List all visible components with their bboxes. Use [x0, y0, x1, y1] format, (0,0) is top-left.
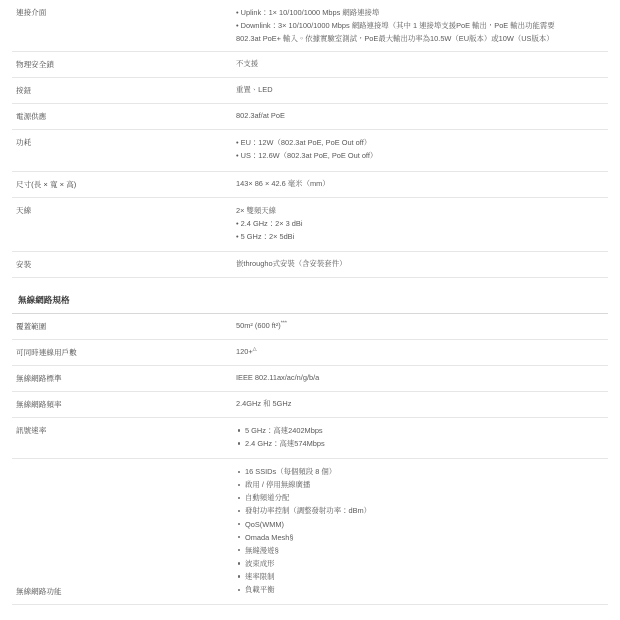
table-row	[12, 78, 608, 104]
table-row	[12, 417, 608, 458]
row-value-line: • US：12.6W（802.3at PoE, PoE Out off）	[236, 151, 378, 161]
table-row	[12, 171, 608, 197]
table-row	[12, 251, 608, 277]
list-item: 2.4 GHz：高速574Mbps	[236, 438, 602, 449]
list-item: 波束成形	[236, 558, 602, 569]
footnote-marker: ***	[280, 320, 287, 327]
row-label: 物理安全鎖	[12, 52, 232, 78]
row-value-line: • EU：12W（802.3at PoE, PoE Out off）	[236, 138, 372, 148]
row-value	[232, 417, 608, 458]
hardware-spec-table	[12, 0, 608, 278]
row-value-line: 802.3at PoE+ 輸入。依據實驗室測試，PoE最大輸出功率為10.5W（EU版本）或10W（US版本）	[236, 34, 554, 44]
row-value: 嵌througho式安裝（含安裝套件）	[232, 251, 608, 277]
table-row	[12, 0, 608, 52]
table-row	[12, 197, 608, 251]
row-value	[232, 130, 608, 171]
row-value	[232, 339, 608, 365]
bullet-list	[236, 466, 602, 595]
list-item: 5 GHz：高速2402Mbps	[236, 425, 602, 436]
table-row	[12, 459, 608, 605]
row-label: 可同時連線用戶數	[12, 339, 232, 365]
row-value: 不支援	[232, 52, 608, 78]
bullet-list	[236, 425, 602, 449]
row-label: 無線網路功能	[12, 459, 232, 605]
row-value: IEEE 802.11ax/ac/n/g/b/a	[232, 365, 608, 391]
table-row	[12, 52, 608, 78]
table-row	[12, 339, 608, 365]
list-item: 啟用 / 停用無線廣播	[236, 479, 602, 490]
table-row	[12, 365, 608, 391]
row-label: 天線	[12, 197, 232, 251]
section-title-wireless: 無線網路規格	[12, 278, 608, 314]
list-item: Omada Mesh§	[236, 532, 602, 543]
row-label: 尺寸(長 × 寬 × 高)	[12, 171, 232, 197]
row-value-text: 50m² (600 ft²)	[236, 320, 281, 330]
table-row	[12, 130, 608, 171]
row-label: 功耗	[12, 130, 232, 171]
row-value	[232, 0, 608, 52]
table-row	[12, 104, 608, 130]
row-value-text: 120+	[236, 346, 253, 356]
row-value: 143× 86 × 42.6 毫米（mm）	[232, 171, 608, 197]
row-value: 2.4GHz 和 5GHz	[232, 391, 608, 417]
row-label: 連接介面	[12, 0, 232, 52]
row-label: 按鈕	[12, 78, 232, 104]
row-value-line: • 5 GHz：2× 5dBi	[236, 231, 295, 241]
list-item: 自動頻道分配	[236, 492, 602, 503]
list-item: 無縫漫遊§	[236, 545, 602, 556]
list-item: 速率限制	[236, 571, 602, 582]
row-value-line: • Downlink：3× 10/100/1000 Mbps 網路連接埠（其中 1 連接埠支援PoE 輸出，PoE 輸出功能需要	[236, 21, 555, 31]
table-row	[12, 391, 608, 417]
row-value: 重置、LED	[232, 78, 608, 104]
row-value	[232, 197, 608, 251]
row-value: 802.3af/at PoE	[232, 104, 608, 130]
row-value-line: • Uplink：1× 10/100/1000 Mbps 網路連接埠	[236, 8, 380, 17]
row-value-line: • 2.4 GHz：2× 3 dBi	[236, 218, 303, 228]
row-label: 無線網路頻率	[12, 391, 232, 417]
row-label: 電源供應	[12, 104, 232, 130]
list-item: 發射功率控制（調整發射功率：dBm）	[236, 505, 602, 516]
footnote-marker: △	[252, 346, 257, 353]
list-item: 16 SSIDs（每個頻段 8 個）	[236, 466, 602, 477]
table-row	[12, 314, 608, 340]
row-value-line: 2× 雙頻天線	[236, 205, 277, 215]
row-label: 訊號速率	[12, 417, 232, 458]
row-value	[232, 314, 608, 340]
wireless-spec-table	[12, 314, 608, 605]
row-label: 無線網路標準	[12, 365, 232, 391]
list-item: QoS(WMM)	[236, 519, 602, 530]
row-value	[232, 459, 608, 605]
row-label: 安裝	[12, 251, 232, 277]
row-label: 覆蓋範圍	[12, 314, 232, 340]
list-item: 負載平衡	[236, 584, 602, 595]
